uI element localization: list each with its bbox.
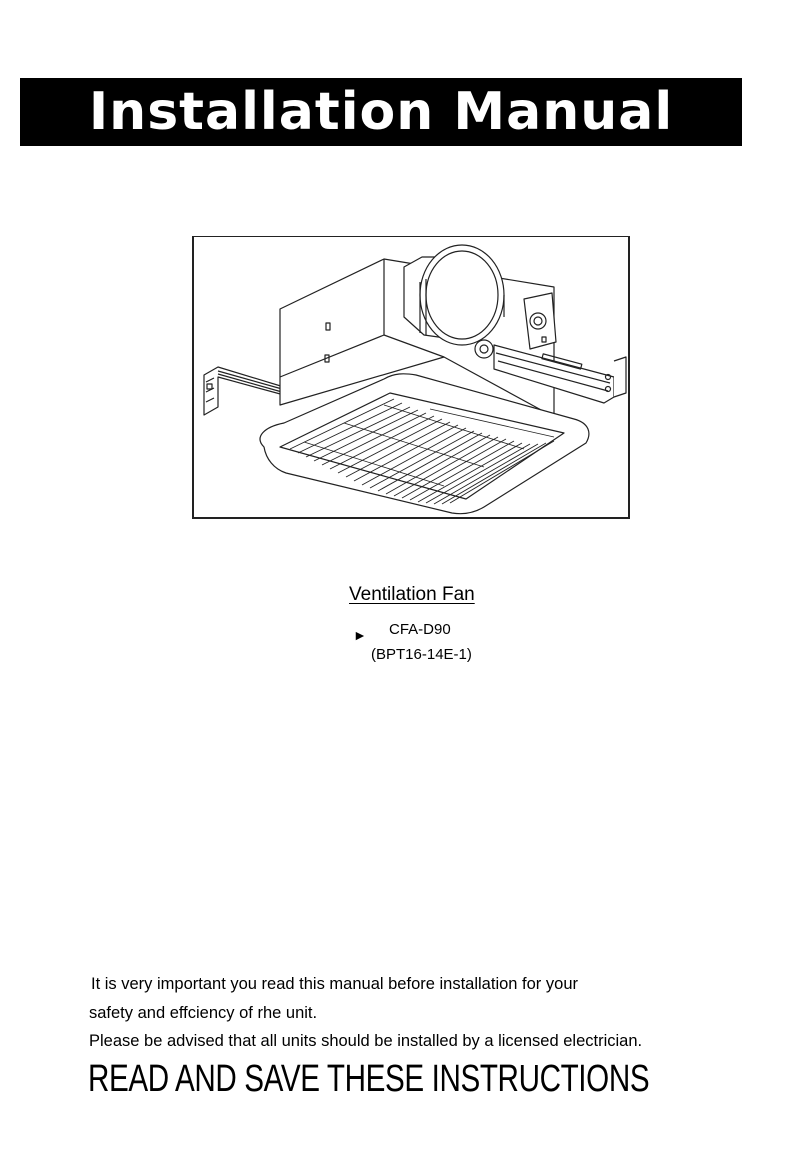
product-illustration-frame: [192, 236, 630, 519]
product-name: Ventilation Fan: [349, 584, 475, 605]
ventilation-fan-illustration: [194, 237, 628, 517]
model-number: CFA-D90: [389, 621, 451, 638]
left-bracket: [204, 367, 284, 415]
title-banner: [20, 78, 742, 146]
notice-line-3: Please be advised that all units should be installed by a licensed electrician.: [89, 1032, 643, 1050]
junction-box: [524, 293, 556, 349]
model-alt-number: (BPT16-14E-1): [371, 646, 472, 663]
document-title: Installation Manual: [88, 82, 674, 142]
notice-line-2: safety and effciency of rhe unit.: [89, 1004, 318, 1022]
duct-collar: [404, 245, 504, 345]
read-and-save-banner: READ AND SAVE THESE INSTRUCTIONS: [88, 1058, 650, 1100]
arrow-right-icon: ►: [353, 627, 367, 643]
notice-line-1: It is very important you read this manual before installation for your: [91, 975, 578, 993]
